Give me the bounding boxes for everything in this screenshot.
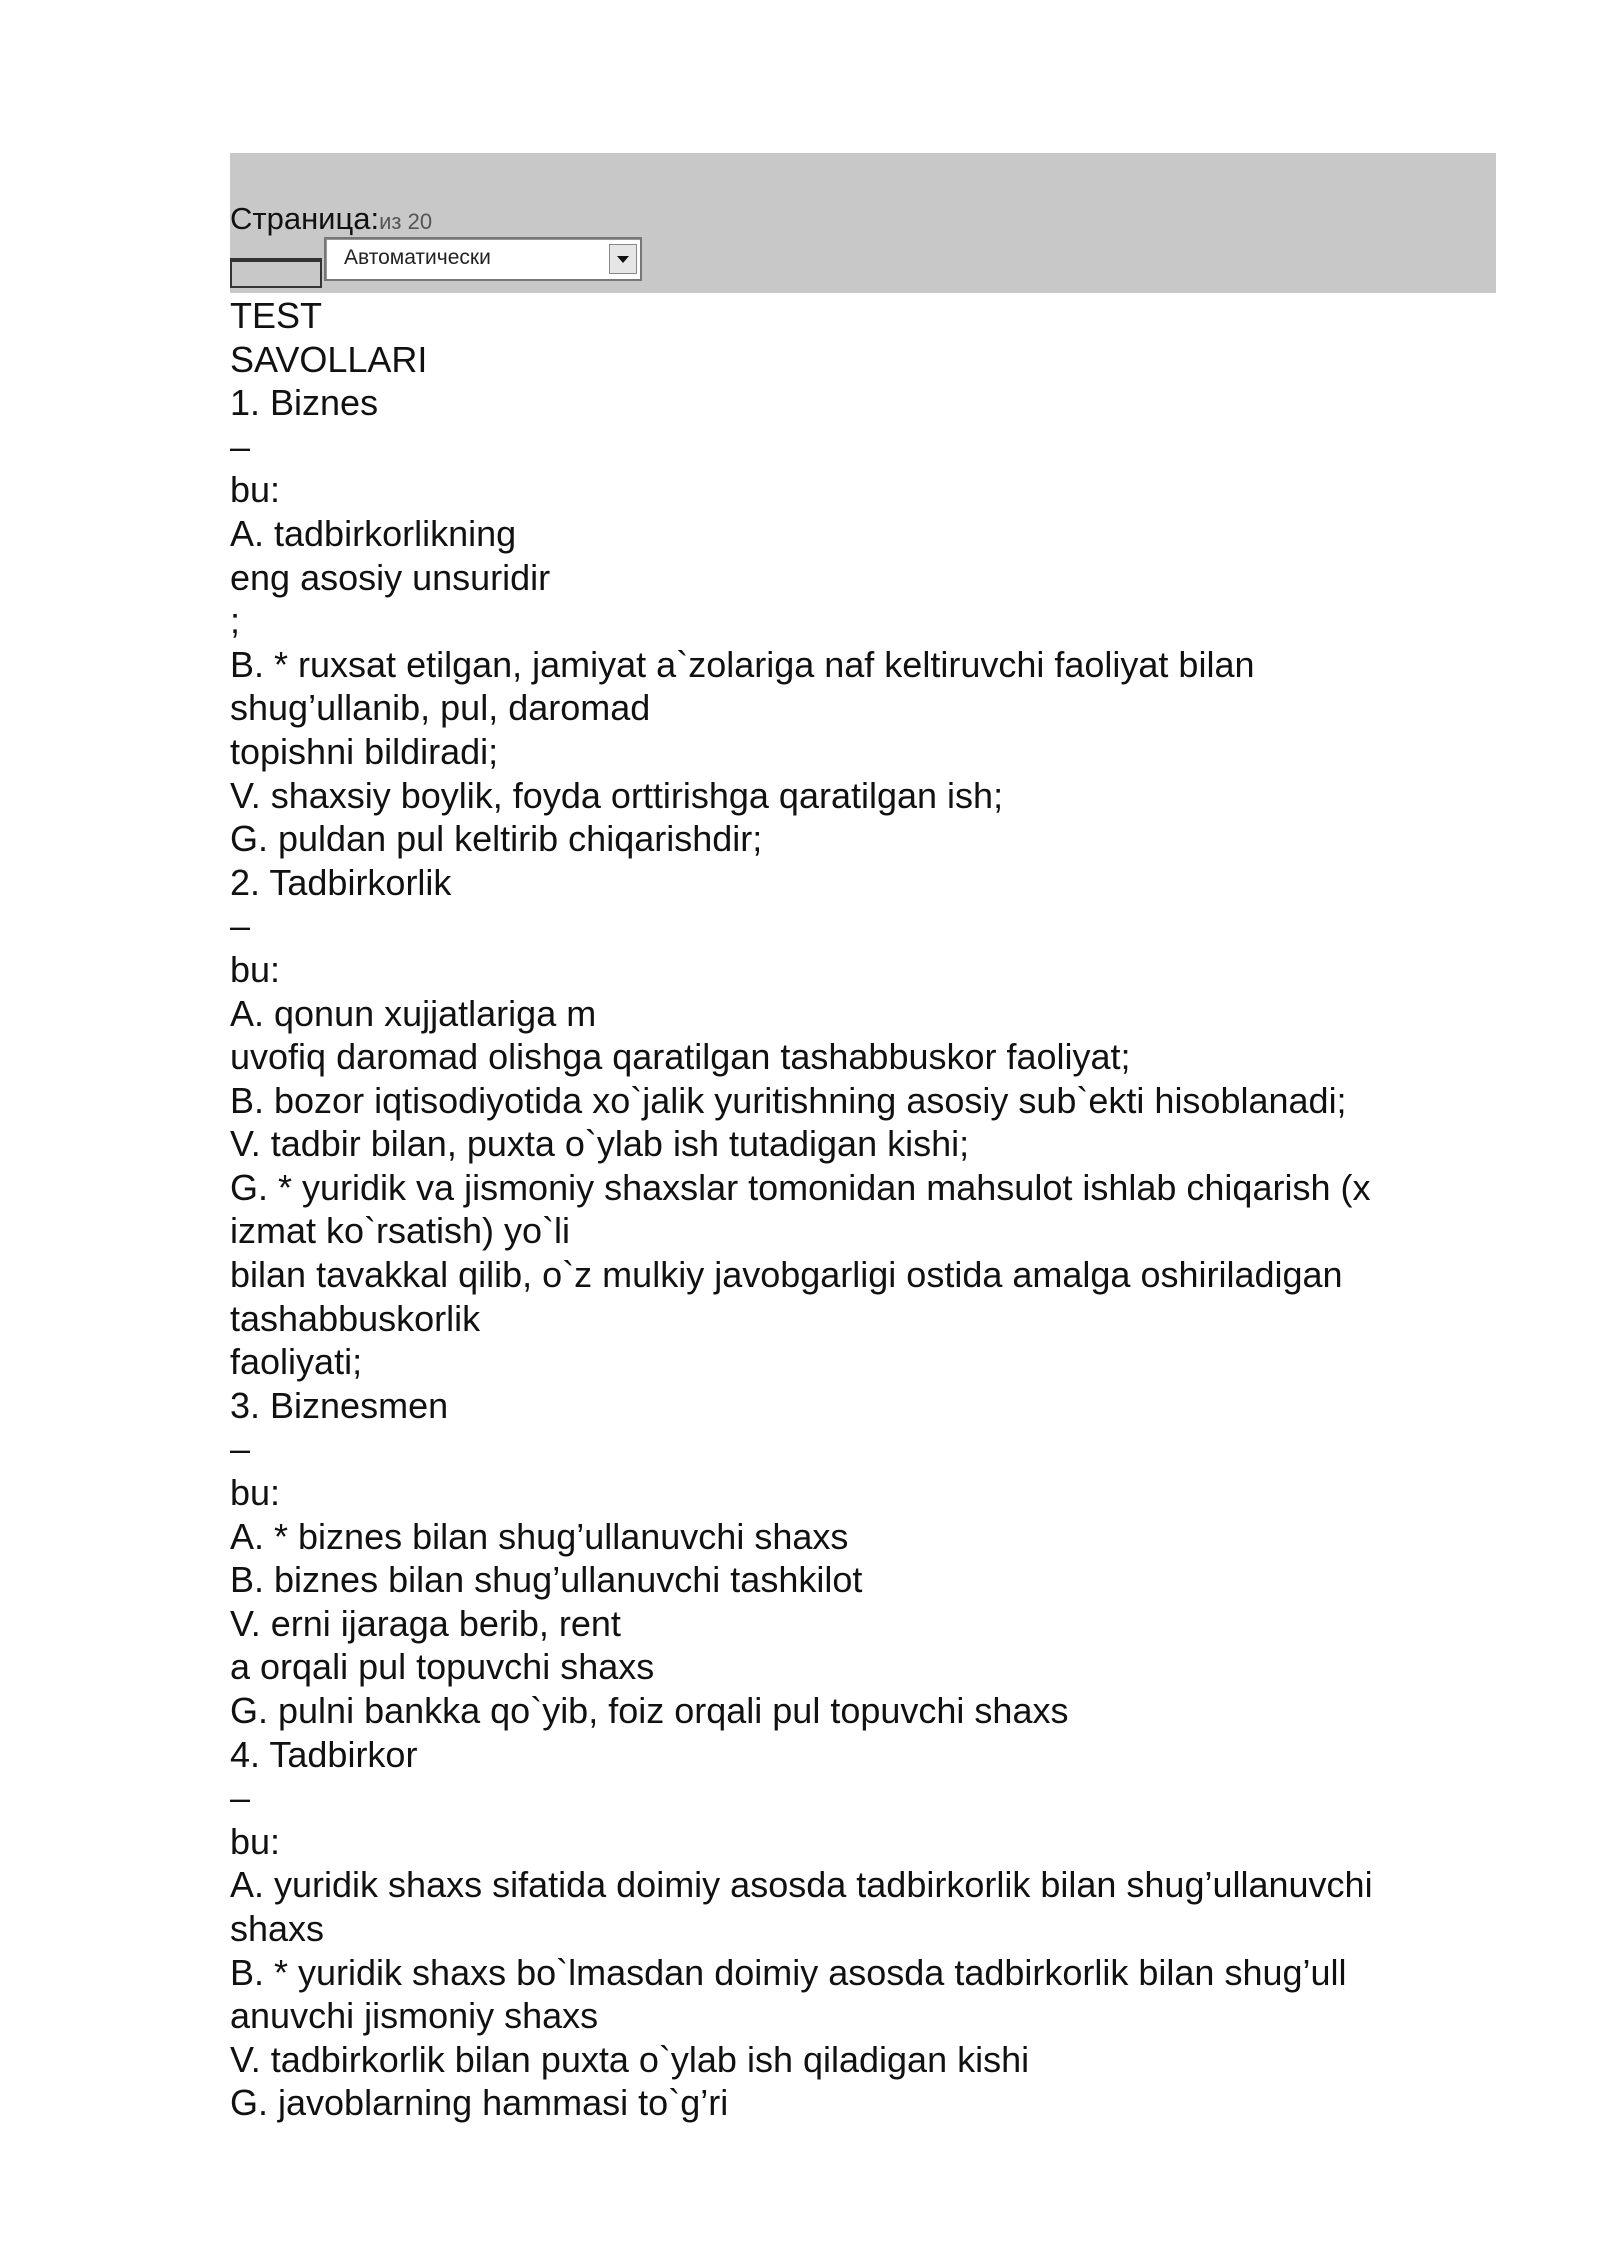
document-line: 3. Biznesmen xyxy=(230,1384,449,1426)
document-line: G. javoblarning hammasi to`g’ri xyxy=(230,2082,729,2124)
document-line: SAVOLLARI xyxy=(230,338,428,380)
document-line: bu: xyxy=(230,1820,281,1862)
document-line: bu: xyxy=(230,469,281,511)
document-line: izmat ko`rsatish) yo`li xyxy=(230,1210,571,1252)
chevron-down-icon[interactable] xyxy=(609,244,637,274)
document-line: A. tadbirkorlikning xyxy=(230,512,517,554)
document-body xyxy=(230,294,1510,2125)
document-line: G. * yuridik va jismoniy shaxslar tomonidan mahsulot ishlab chiqarish (x xyxy=(230,1166,1371,1208)
document-line: V. tadbir bilan, puxta o`ylab ish tutadigan kishi; xyxy=(230,1123,970,1165)
document-line: bilan tavakkal qilib, o`z mulkiy javobgarligi ostida amalga oshiriladigan xyxy=(230,1254,1343,1296)
document-line: – xyxy=(230,1428,251,1470)
document-line: B. * ruxsat etilgan, jamiyat a`zolariga naf keltiruvchi faoliyat bilan xyxy=(230,643,1255,685)
document-line: B. biznes bilan shug’ullanuvchi tashkilot xyxy=(230,1559,863,1601)
document-line: – xyxy=(230,1777,251,1819)
document-line: A. * biznes bilan shug’ullanuvchi shaxs xyxy=(230,1515,849,1557)
document-line: shaxs xyxy=(230,1907,325,1949)
document-line: B. * yuridik shaxs bo`lmasdan doimiy asosda tadbirkorlik bilan shug’ull xyxy=(230,1951,1347,1993)
page-count: из 20 xyxy=(379,209,433,234)
page-label: Страница: xyxy=(230,201,380,236)
document-line: A. qonun xujjatlariga m xyxy=(230,992,597,1034)
document-line: 1. Biznes xyxy=(230,382,379,424)
document-line: topishni bildiradi; xyxy=(230,730,499,772)
document-line: A. yuridik shaxs sifatida doimiy asosda tadbirkorlik bilan shug’ullanuvchi xyxy=(230,1864,1373,1906)
page-number-input[interactable] xyxy=(230,260,322,288)
zoom-select[interactable] xyxy=(324,237,642,281)
document-line: uvofiq daromad olishga qaratilgan tashabbuskor faoliyat; xyxy=(230,1036,1131,1078)
document-line: V. shaxsiy boylik, foyda orttirishga qaratilgan ish; xyxy=(230,774,1004,816)
document-line: anuvchi jismoniy shaxs xyxy=(230,1995,599,2037)
document-line: G. pulni bankka qo`yib, foiz orqali pul topuvchi shaxs xyxy=(230,1690,1069,1731)
document-line: bu: xyxy=(230,1472,281,1514)
document-line: shug’ullanib, pul, daromad xyxy=(230,687,651,729)
document-line: V. tadbirkorlik bilan puxta o`ylab ish qiladigan kishi xyxy=(230,2038,1030,2080)
zoom-select-value: Автоматически xyxy=(344,246,491,269)
document-line: faoliyati; xyxy=(230,1341,363,1383)
document-line: – xyxy=(230,905,251,947)
document-line: G. puldan pul keltirib chiqarishdir; xyxy=(230,818,763,860)
document-line: – xyxy=(230,425,251,467)
document-line: B. bozor iqtisodiyotida xo`jalik yuritishning asosiy sub`ekti hisoblanadi; xyxy=(230,1079,1347,1121)
document-line: V. erni ijaraga berib, rent xyxy=(230,1602,621,1644)
document-line: a orqali pul topuvchi shaxs xyxy=(230,1646,655,1688)
document-line: bu: xyxy=(230,948,281,990)
document-line: 4. Tadbirkor xyxy=(230,1733,418,1775)
document-line: TEST xyxy=(230,295,323,336)
document-line: ; xyxy=(230,600,241,642)
page-indicator xyxy=(230,201,432,240)
pdf-toolbar xyxy=(230,153,1496,293)
document-line: eng asosiy unsuridir xyxy=(230,556,551,598)
document-line: tashabbuskorlik xyxy=(230,1297,481,1339)
document-line: 2. Tadbirkorlik xyxy=(230,861,452,903)
